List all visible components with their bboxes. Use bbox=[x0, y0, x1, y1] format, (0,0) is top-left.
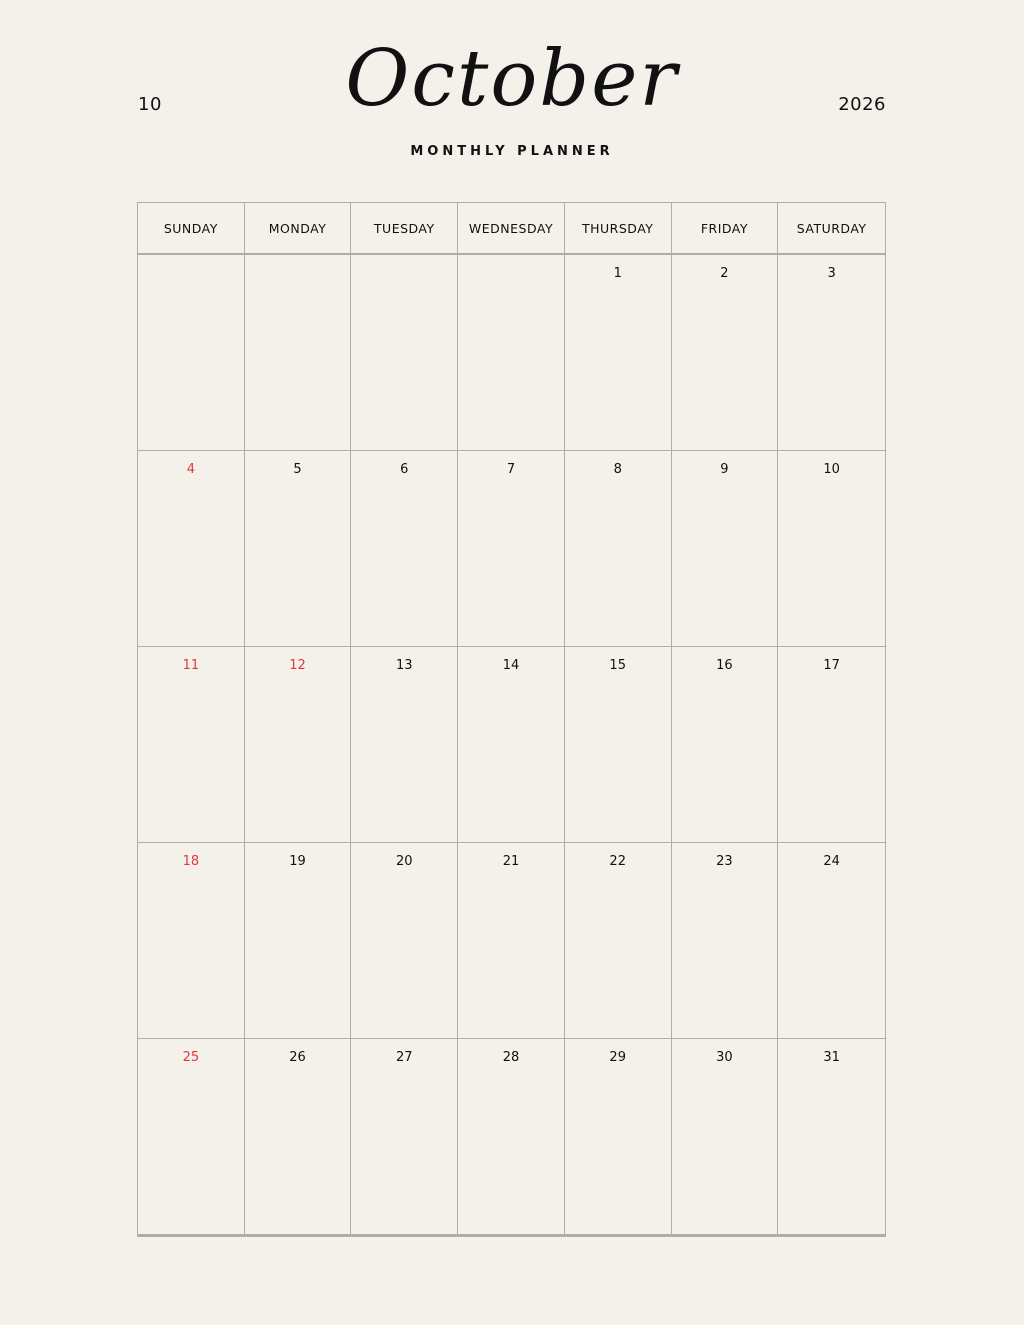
day-cell[interactable]: 19 bbox=[245, 843, 352, 1038]
day-cell[interactable]: 23 bbox=[672, 843, 779, 1038]
day-cell[interactable]: 26 bbox=[245, 1039, 352, 1234]
weekday-header: SATURDAY bbox=[796, 220, 867, 236]
day-cell[interactable]: 31 bbox=[823, 1050, 840, 1065]
day-cell[interactable]: 21 bbox=[458, 843, 565, 1038]
day-cell[interactable]: 8 bbox=[565, 451, 672, 646]
month-number: 10 bbox=[138, 94, 162, 115]
weekday-header: THURSDAY bbox=[565, 203, 672, 253]
day-cell[interactable]: 4 bbox=[138, 451, 245, 646]
weekday-header-row bbox=[138, 203, 885, 255]
day-cell[interactable]: 30 bbox=[672, 1039, 779, 1234]
empty-day-cell[interactable] bbox=[351, 255, 458, 450]
day-cell[interactable]: 3 bbox=[827, 266, 836, 281]
weekday-header: MONDAY bbox=[245, 203, 352, 253]
day-cell[interactable]: 16 bbox=[672, 647, 779, 842]
day-cell[interactable]: 6 bbox=[351, 451, 458, 646]
day-cell[interactable]: 12 bbox=[245, 647, 352, 842]
weekday-header: SUNDAY bbox=[138, 203, 245, 253]
day-cell[interactable]: 29 bbox=[565, 1039, 672, 1234]
week-row bbox=[138, 451, 885, 647]
day-cell[interactable]: 27 bbox=[351, 1039, 458, 1234]
day-cell[interactable]: 18 bbox=[138, 843, 245, 1038]
day-cell[interactable]: 13 bbox=[351, 647, 458, 842]
year-label: 2026 bbox=[838, 94, 886, 115]
week-row bbox=[138, 647, 885, 843]
day-cell[interactable]: 24 bbox=[823, 854, 840, 869]
weekday-header: WEDNESDAY bbox=[458, 203, 565, 253]
day-cell[interactable]: 11 bbox=[138, 647, 245, 842]
day-cell[interactable]: 2 bbox=[672, 255, 779, 450]
planner-subtitle: MONTHLY PLANNER bbox=[410, 144, 614, 159]
day-cell[interactable]: 1 bbox=[565, 255, 672, 450]
empty-day-cell[interactable] bbox=[138, 255, 245, 450]
day-cell[interactable]: 15 bbox=[565, 647, 672, 842]
day-cell[interactable]: 7 bbox=[458, 451, 565, 646]
day-cell[interactable]: 25 bbox=[138, 1039, 245, 1234]
day-cell[interactable]: 9 bbox=[672, 451, 779, 646]
day-cell[interactable]: 17 bbox=[823, 658, 840, 673]
weekday-header: FRIDAY bbox=[672, 203, 779, 253]
day-cell[interactable]: 20 bbox=[351, 843, 458, 1038]
week-row bbox=[138, 843, 885, 1039]
empty-day-cell[interactable] bbox=[458, 255, 565, 450]
day-cell[interactable]: 10 bbox=[823, 462, 840, 477]
day-cell[interactable]: 5 bbox=[245, 451, 352, 646]
day-cell[interactable]: 22 bbox=[565, 843, 672, 1038]
month-title: October bbox=[345, 34, 679, 124]
empty-day-cell[interactable] bbox=[245, 255, 352, 450]
weeks-container bbox=[138, 255, 885, 1236]
day-cell[interactable]: 28 bbox=[458, 1039, 565, 1234]
weekday-header: TUESDAY bbox=[351, 203, 458, 253]
week-row bbox=[138, 255, 885, 451]
calendar-grid bbox=[137, 202, 886, 1237]
day-cell[interactable]: 14 bbox=[458, 647, 565, 842]
week-row bbox=[138, 1039, 885, 1236]
